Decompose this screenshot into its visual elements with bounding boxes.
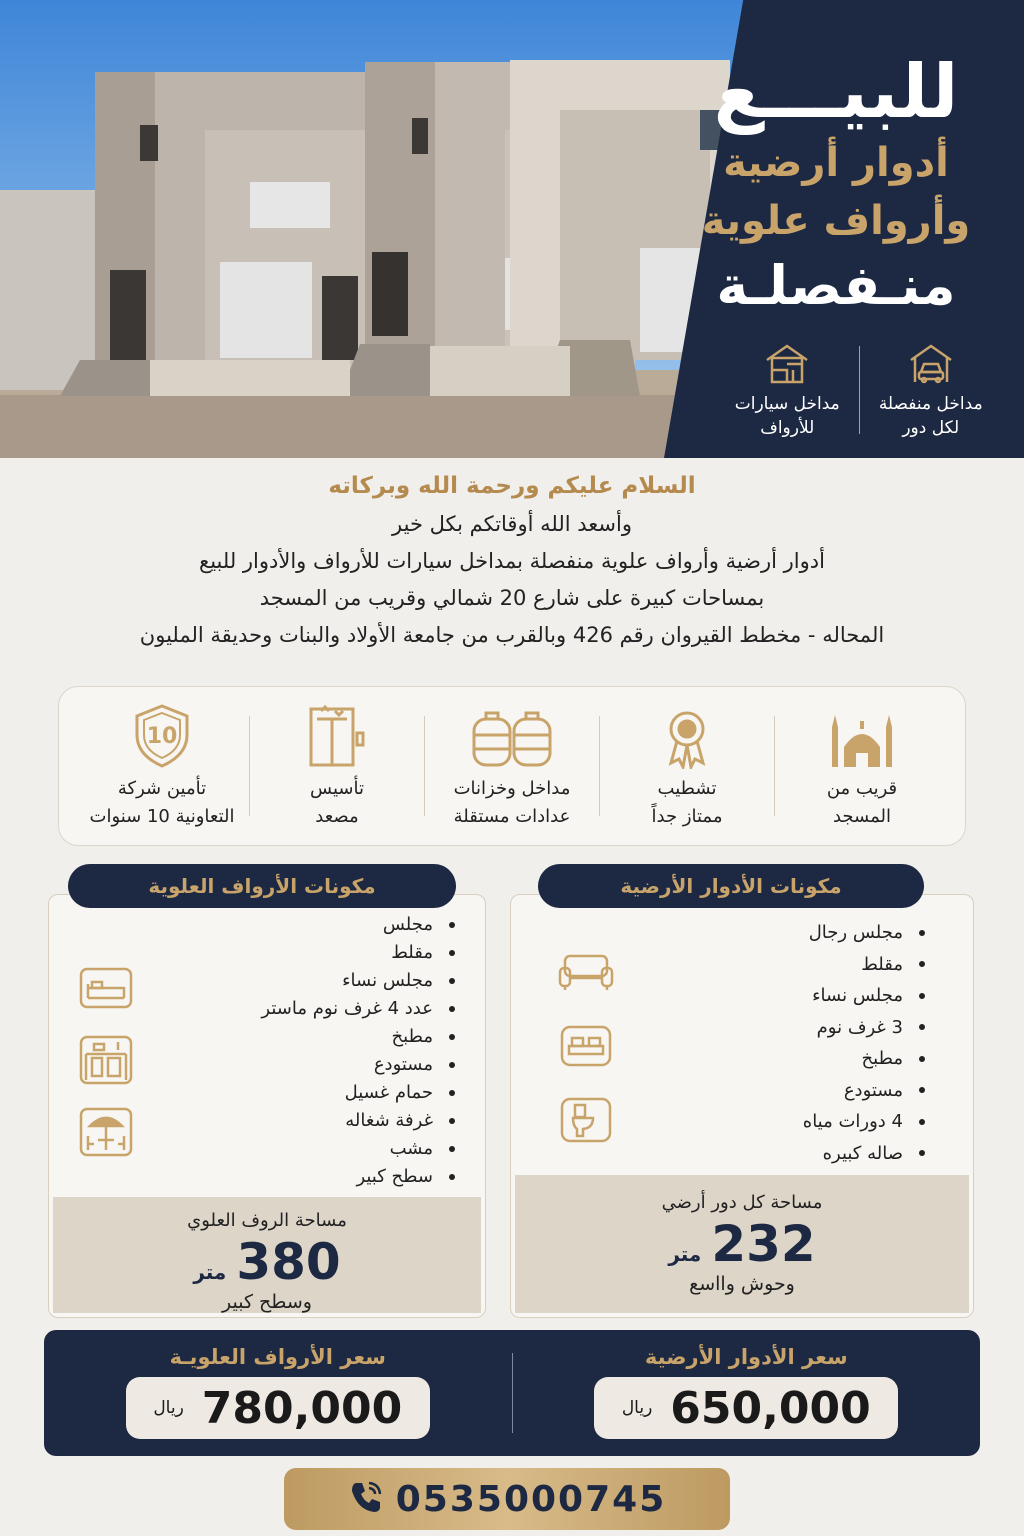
list-item: غرفة شغاله <box>261 1107 455 1135</box>
list-item: مطبخ <box>803 1043 925 1075</box>
feature-label-line2: ممتاز جداً <box>651 806 723 827</box>
list-item: حمام غسيل <box>261 1079 455 1107</box>
list-item: مستودع <box>803 1075 925 1107</box>
ground-floor-card <box>510 894 974 1318</box>
list-item: مطبخ <box>261 1023 455 1051</box>
feature-divider <box>249 716 250 816</box>
water-tanks-icon <box>425 701 599 769</box>
ground-floor-price-value: 650,000 <box>670 1382 871 1434</box>
feature-tanks-meters <box>425 701 599 831</box>
sofa-icon <box>557 947 615 997</box>
roof-floor-title: مكونات الأرواف العلوية <box>68 864 456 908</box>
feature-label-line1: تأسيس <box>310 778 364 799</box>
feature-label-line1: قريب من <box>826 778 898 799</box>
roof-floor-price <box>44 1347 512 1439</box>
mosque-icon <box>775 701 949 769</box>
ground-floor-price-pill <box>594 1377 898 1439</box>
garage-car-icon <box>868 340 995 388</box>
hero-line-separate: منـفصلـة <box>716 254 956 317</box>
hero-line-roof: وأرواف علوية <box>701 198 971 244</box>
list-item: مقلط <box>261 939 455 967</box>
ground-floor-area-note: وحوش وااسع <box>689 1273 795 1295</box>
roof-floor-price-label: سعر الأرواف العلويـة <box>169 1345 386 1369</box>
roof-floor-icons <box>77 963 135 1157</box>
list-item: 3 غرف نوم <box>803 1012 925 1044</box>
hero-feature-1-line1: مداخل منفصلة <box>878 394 983 414</box>
greeting-line: أدوار أرضية وأرواف علوية منفصلة بمداخل سيارات للأرواف والأدوار للبيع <box>199 549 825 573</box>
feature-label-line1: تشطيب <box>657 778 717 799</box>
ground-floor-price-label: سعر الأدوار الأرضية <box>644 1345 848 1369</box>
roof-floor-card <box>48 894 486 1318</box>
list-item: مستودع <box>261 1051 455 1079</box>
roof-floor-price-value: 780,000 <box>201 1382 403 1434</box>
roof-floor-area-unit: متر <box>193 1260 227 1284</box>
feature-label-line2: المسجد <box>832 806 892 827</box>
ground-floor-area-box <box>515 1175 969 1313</box>
greeting-title: السلام عليكم ورحمة الله وبركاته <box>328 473 696 499</box>
list-item: 4 دورات مياه <box>803 1106 925 1138</box>
currency-label: ريال <box>621 1398 653 1418</box>
award-badge-icon <box>600 701 774 769</box>
phone-icon <box>348 1479 384 1519</box>
feature-insurance <box>75 701 249 831</box>
greeting-line: وأسعد الله أوقاتكم بكل خير <box>392 512 632 536</box>
feature-label-line2: عدادات مستقلة <box>453 806 571 827</box>
roof-floor-area-label: مساحة الروف العلوي <box>187 1210 347 1231</box>
currency-label: ريال <box>153 1398 184 1418</box>
ground-floor-list <box>803 917 925 1169</box>
list-item: مقلط <box>803 949 925 981</box>
ground-floor-area-value: 232 <box>711 1215 816 1273</box>
ground-floor-area-unit: متر <box>668 1242 702 1266</box>
roof-floor-area-note: وسطح كبير <box>222 1291 312 1313</box>
roof-floor-area-value: 380 <box>236 1233 341 1291</box>
shield-number: 10 <box>146 724 178 749</box>
feature-divider <box>424 716 425 816</box>
feature-elevator <box>250 701 424 831</box>
list-item: سطح كبير <box>261 1163 455 1191</box>
list-item: مجلس <box>261 911 455 939</box>
hero-section <box>0 0 1024 458</box>
list-item: مجلس نساء <box>803 980 925 1012</box>
phone-number: 0535000745 <box>395 1478 667 1520</box>
price-divider <box>512 1353 513 1433</box>
greeting-line: بمساحات كبيرة على شارع 20 شمالي وقريب من المسجد <box>259 586 765 610</box>
feature-finishing <box>600 701 774 831</box>
feature-near-mosque <box>775 701 949 831</box>
roof-floor-list <box>261 911 455 1191</box>
hero-line-ground: أدوار أرضية <box>723 140 949 186</box>
list-item: صاله كبيره <box>803 1138 925 1170</box>
phone-contact-button[interactable] <box>284 1468 730 1530</box>
list-item: مجلس رجال <box>803 917 925 949</box>
hero-feature-2-line2: للأرواف <box>760 418 815 438</box>
elevator-icon <box>250 701 424 769</box>
bed-icon <box>77 963 135 1013</box>
patio-umbrella-icon <box>77 1107 135 1157</box>
toilet-icon <box>557 1095 615 1145</box>
features-panel <box>58 686 966 846</box>
price-bar <box>44 1330 980 1456</box>
greeting-section <box>40 466 984 654</box>
ground-floor-icons <box>557 947 615 1145</box>
roof-floor-area-box <box>53 1197 481 1313</box>
shield-10-icon <box>75 701 249 769</box>
feature-label-line2: مصعد <box>315 806 359 827</box>
feature-label-line2: التعاونية 10 سنوات <box>89 806 235 827</box>
hero-feature-1-line2: لكل دور <box>902 418 960 438</box>
hero-headline <box>676 50 996 322</box>
house-plan-icon <box>724 340 851 388</box>
list-item: مجلس نساء <box>261 967 455 995</box>
hero-features <box>724 340 994 440</box>
hero-feature-2-line1: مداخل سيارات <box>734 394 840 414</box>
kitchen-icon <box>77 1035 135 1085</box>
feature-label-line1: تأمين شركة <box>117 778 207 799</box>
list-item: مشب <box>261 1135 455 1163</box>
greeting-line: المحاله - مخطط القيروان رقم 426 وبالقرب من جامعة الأولاد والبنات وحديقة المليون <box>139 623 885 647</box>
ground-floor-area-label: مساحة كل دور أرضي <box>661 1192 823 1213</box>
feature-label-line1: مداخل وخزانات <box>453 778 571 799</box>
hero-feature-car-entrances <box>724 340 851 440</box>
ground-floor-area <box>515 1217 969 1271</box>
roof-floor-area <box>53 1235 481 1289</box>
list-item: عدد 4 غرف نوم ماستر <box>261 995 455 1023</box>
roof-floor-price-pill <box>126 1377 430 1439</box>
ground-floor-price <box>513 1347 981 1439</box>
feature-divider <box>599 716 600 816</box>
bed-icon <box>557 1021 615 1071</box>
feature-divider <box>774 716 775 816</box>
ground-floor-title: مكونات الأدوار الأرضية <box>538 864 924 908</box>
hero-title: للبيـــع <box>713 49 959 135</box>
hero-feature-separate-entrances <box>868 340 995 440</box>
hero-feature-divider <box>859 346 860 434</box>
